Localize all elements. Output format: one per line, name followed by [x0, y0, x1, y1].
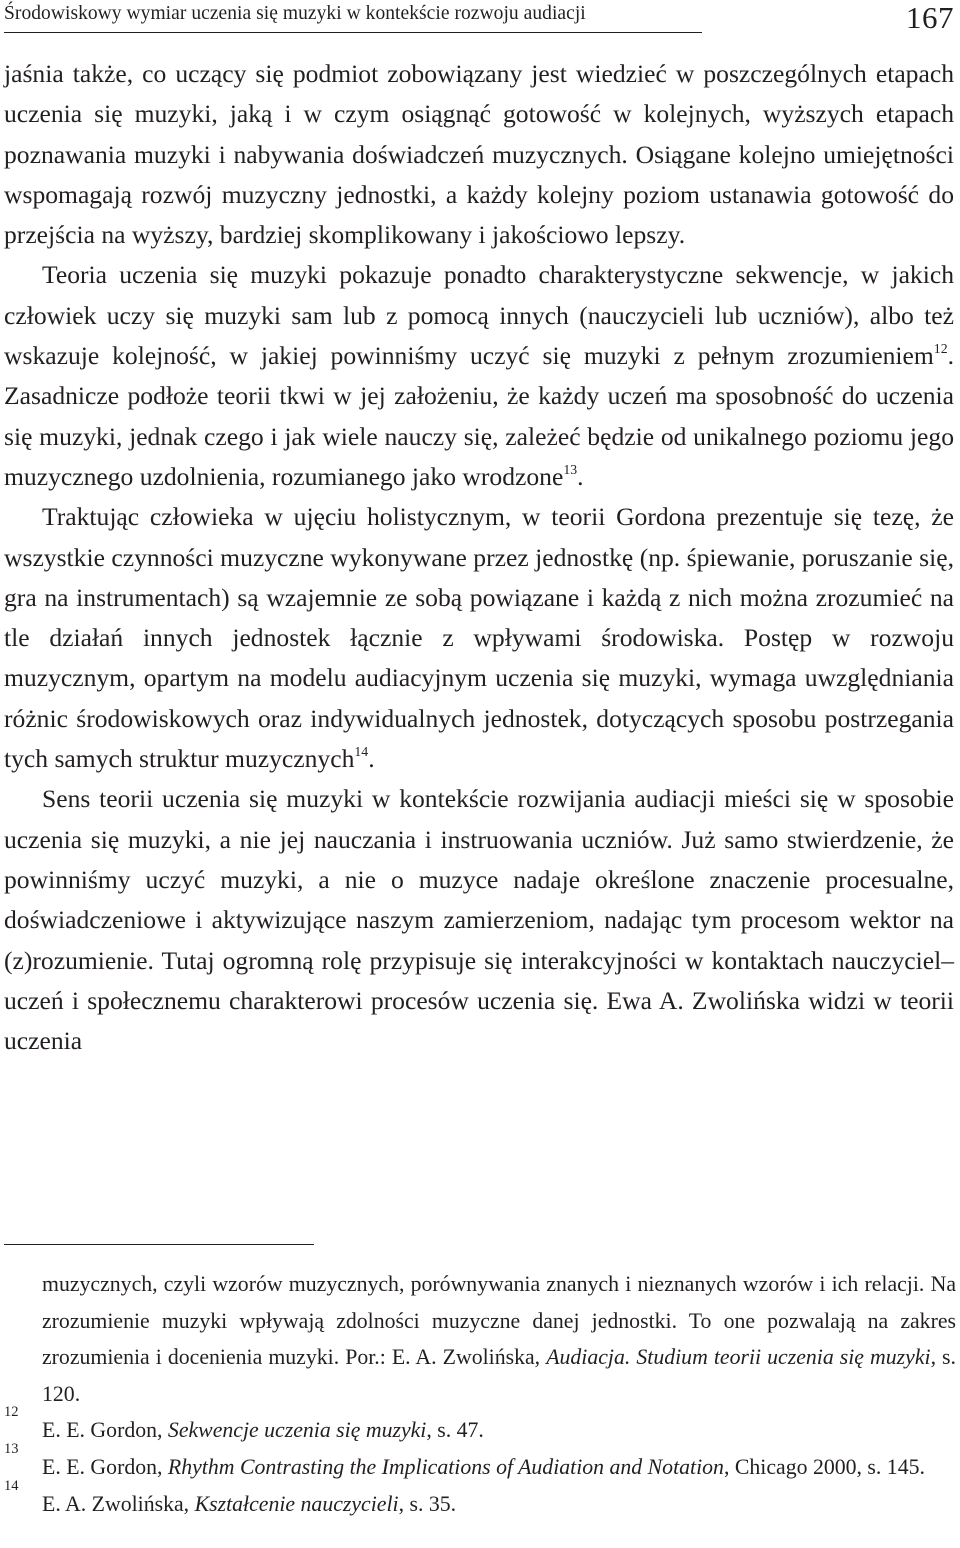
- paragraph-3: [4, 497, 954, 779]
- footnote-13: [4, 1440, 956, 1486]
- page-number: 167: [906, 0, 954, 35]
- paragraph-2-text-a: Teoria uczenia się muzyki pokazuje ponadto charakterystyczne sekwencje, w jakich człowiek uczy się muzyki sam lub z pomocą innych (nauczycieli lub uczniów), albo też wskazuje kolejność, w jakiej powinniśmy uczyć się muzyki z pełnym zrozumieniem: [4, 260, 954, 371]
- footnote-separator: [4, 1244, 314, 1245]
- footnote-14-title: Kształcenie nauczycieli: [194, 1491, 399, 1516]
- paragraph-2: [4, 255, 954, 497]
- footnote-13-title: Rhythm Contrasting the Implications of Audiation and Notation: [167, 1454, 724, 1479]
- footnote-number: 13: [4, 1440, 19, 1457]
- footnote-12-title: Sekwencje uczenia się muzyki: [167, 1418, 427, 1443]
- footnote-number: 14: [4, 1477, 19, 1494]
- footnote-ref-14[interactable]: 14: [354, 744, 369, 760]
- footnote-continued-title: Audiacja. Studium teorii uczenia się muzyki: [546, 1345, 931, 1370]
- footnote-number: 12: [4, 1404, 19, 1421]
- paragraph-2-text-b: . Zasadnicze podłoże teorii tkwi w jej założeniu, że każdy uczeń ma sposobność do uczenia się muzyki, jednak czego i jak wiele nauczy się, zależeć będzie od unikalnego poziomu jego muzycznego uzdolnienia, rozumianego jako wrodzone: [4, 341, 954, 491]
- paragraph-4: Sens teorii uczenia się muzyki w kontekście rozwijania audiacji mieści się w sposobie uczenia się muzyki, a nie jej nauczania i instruowania uczniów. Już samo stwierdzenie, że powinniśmy uczyć muzyki, a nie o muzyce nadaje określone znaczenie procesualne, doświadczeniowe i aktywizujące naszym zamierzeniom, nadając tym procesom wektor na (z)rozumienie. Tutaj ogromną rolę przypisuje się interakcyjności w kontaktach nauczyciel–uczeń i społecznemu charakterowi procesów uczenia się. Ewa A. Zwolińska widzi w teorii uczenia: [4, 784, 954, 1056]
- footnotes: [4, 1266, 956, 1522]
- running-title: Środowiskowy wymiar uczenia się muzyki w kontekście rozwoju audiacji: [4, 3, 586, 24]
- footnote-continued-text: muzycznych, czyli wzorów muzycznych, porównywania znanych i nieznanych wzorów i ich relacji. Na zrozumienie muzyki wpływają zdolności muzyczne danej jednostki. To one pozwalają na zakres zrozumienia i docenienia muzyki. Por.: E. A. Zwolińska,: [42, 1272, 956, 1370]
- main-text: [4, 54, 954, 1061]
- footnote-14: [4, 1477, 956, 1523]
- paragraph-3-text-b: .: [368, 744, 375, 774]
- footnote-ref-12[interactable]: 12: [933, 341, 948, 357]
- running-header: [4, 0, 702, 33]
- footnote-12-pre: E. E. Gordon,: [42, 1418, 168, 1443]
- footnote-13-pre: E. E. Gordon,: [42, 1454, 168, 1479]
- footnote-14-pre: E. A. Zwolińska,: [42, 1491, 195, 1516]
- footnote-14-post: , s. 35.: [398, 1491, 457, 1516]
- footnote-12-post: , s. 47.: [426, 1418, 484, 1443]
- footnote-13-post: , Chicago 2000, s. 145.: [723, 1454, 925, 1479]
- footnote-continued: [42, 1266, 956, 1412]
- paragraph-3-text-a: Traktując człowieka w ujęciu holistycznym, w teorii Gordona prezentuje się tezę, że wszystkie czynności muzyczne wykonywane przez jednostkę (np. śpiewanie, poruszanie się, gra na instrumentach) są wzajemnie ze sobą powiązane i każdą z nich można zrozumieć na tle działań innych jednostek łącznie z wpływami środowiska. Postęp w rozwoju muzycznym, opartym na modelu audiacyjnym uczenia się muzyki, wymaga uwzględniania różnic środowiskowych oraz indywidualnych jednostek, dotyczących sposobu postrzegania tych samych struktur muzycznych: [4, 502, 954, 774]
- footnote-ref-13[interactable]: 13: [563, 462, 578, 478]
- paragraph-2-text-c: .: [577, 461, 584, 491]
- paragraph-1: jaśnia także, co uczący się podmiot zobowiązany jest wiedzieć w poszczególnych etapach uczenia się muzyki, jaką i w czym osiągnąć gotowość w kolejnych, wyższych etapach poznawania muzyki i nabywania doświadczeń muzycznych. Osiągane kolejno umiejętności wspomagają rozwój muzyczny jednostki, a każdy kolejny poziom ustanawia gotowość do przejścia na wyższy, bardziej skomplikowany i jakościowo lepszy.: [4, 59, 954, 250]
- footnote-continued-tail: , s. 120.: [42, 1345, 956, 1406]
